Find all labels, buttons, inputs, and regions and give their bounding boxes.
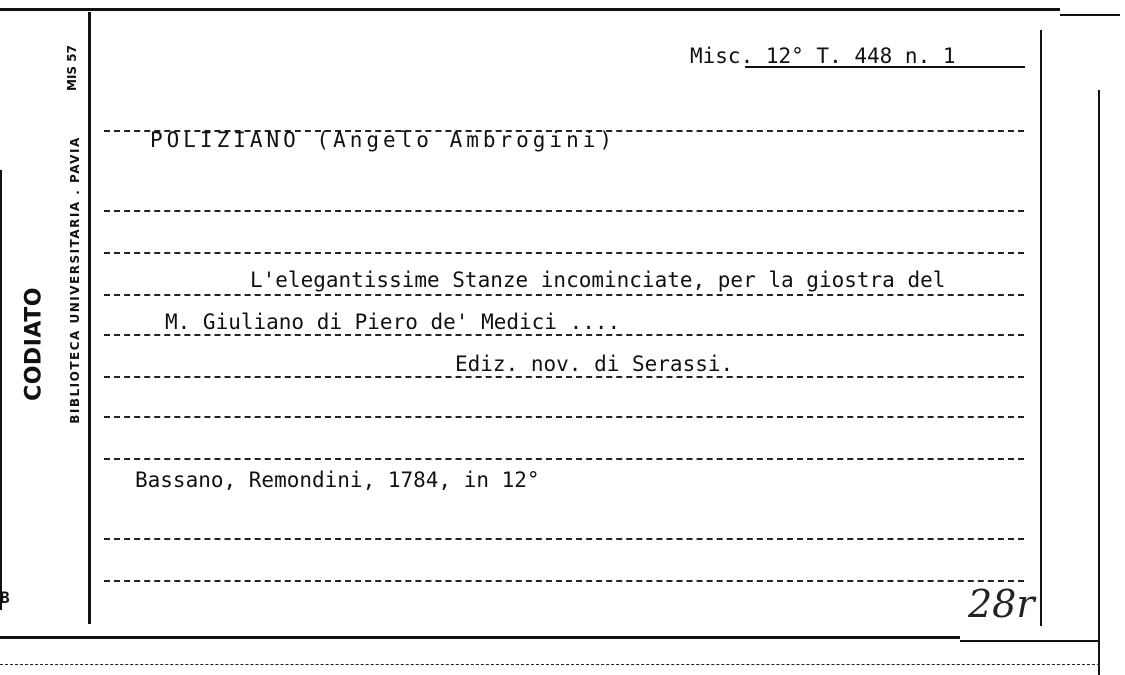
right-margin-rule [1040, 30, 1042, 626]
bottom-border [0, 636, 960, 639]
library-name: BIBLIOTECA UNIVERSITARIA . PAVIA [68, 136, 82, 424]
title-line-1: L'elegantissime Stanze incominciate, per la giostra del [250, 268, 946, 292]
bottom-border-right [960, 640, 1100, 642]
edition-line: Ediz. nov. di Serassi. [455, 352, 734, 376]
rule-3 [104, 210, 1024, 212]
left-margin-rule [88, 12, 91, 624]
imprint-line: Bassano, Remondini, 1784, in 12° [135, 468, 540, 492]
rule-10 [104, 538, 1024, 540]
rule-7 [104, 376, 1024, 378]
rule-11 [104, 580, 1024, 582]
top-border [0, 8, 1060, 11]
sidebar-stamp: CODIATO [21, 287, 47, 401]
title-line-2: M. Giuliano di Piero de' Medici .... [165, 310, 621, 334]
handwritten-number: 28r [968, 582, 1035, 626]
author-heading: POLIZIANO (Angelo Ambrogini) [150, 128, 617, 152]
rule-6 [104, 334, 1024, 336]
rule-9 [104, 458, 1024, 460]
sidebar-code: MIS 57 [65, 45, 79, 91]
far-right-rule [1098, 90, 1100, 675]
shelfmark: Misc. 12° T. 448 n. 1 [690, 44, 956, 68]
rule-8 [104, 416, 1024, 418]
rule-5 [104, 294, 1024, 296]
left-edge-rule [0, 170, 2, 610]
top-border-right [1060, 14, 1120, 16]
edge-mark: B [0, 588, 10, 607]
rule-4 [104, 252, 1024, 254]
bottom-dashed [0, 664, 1100, 665]
